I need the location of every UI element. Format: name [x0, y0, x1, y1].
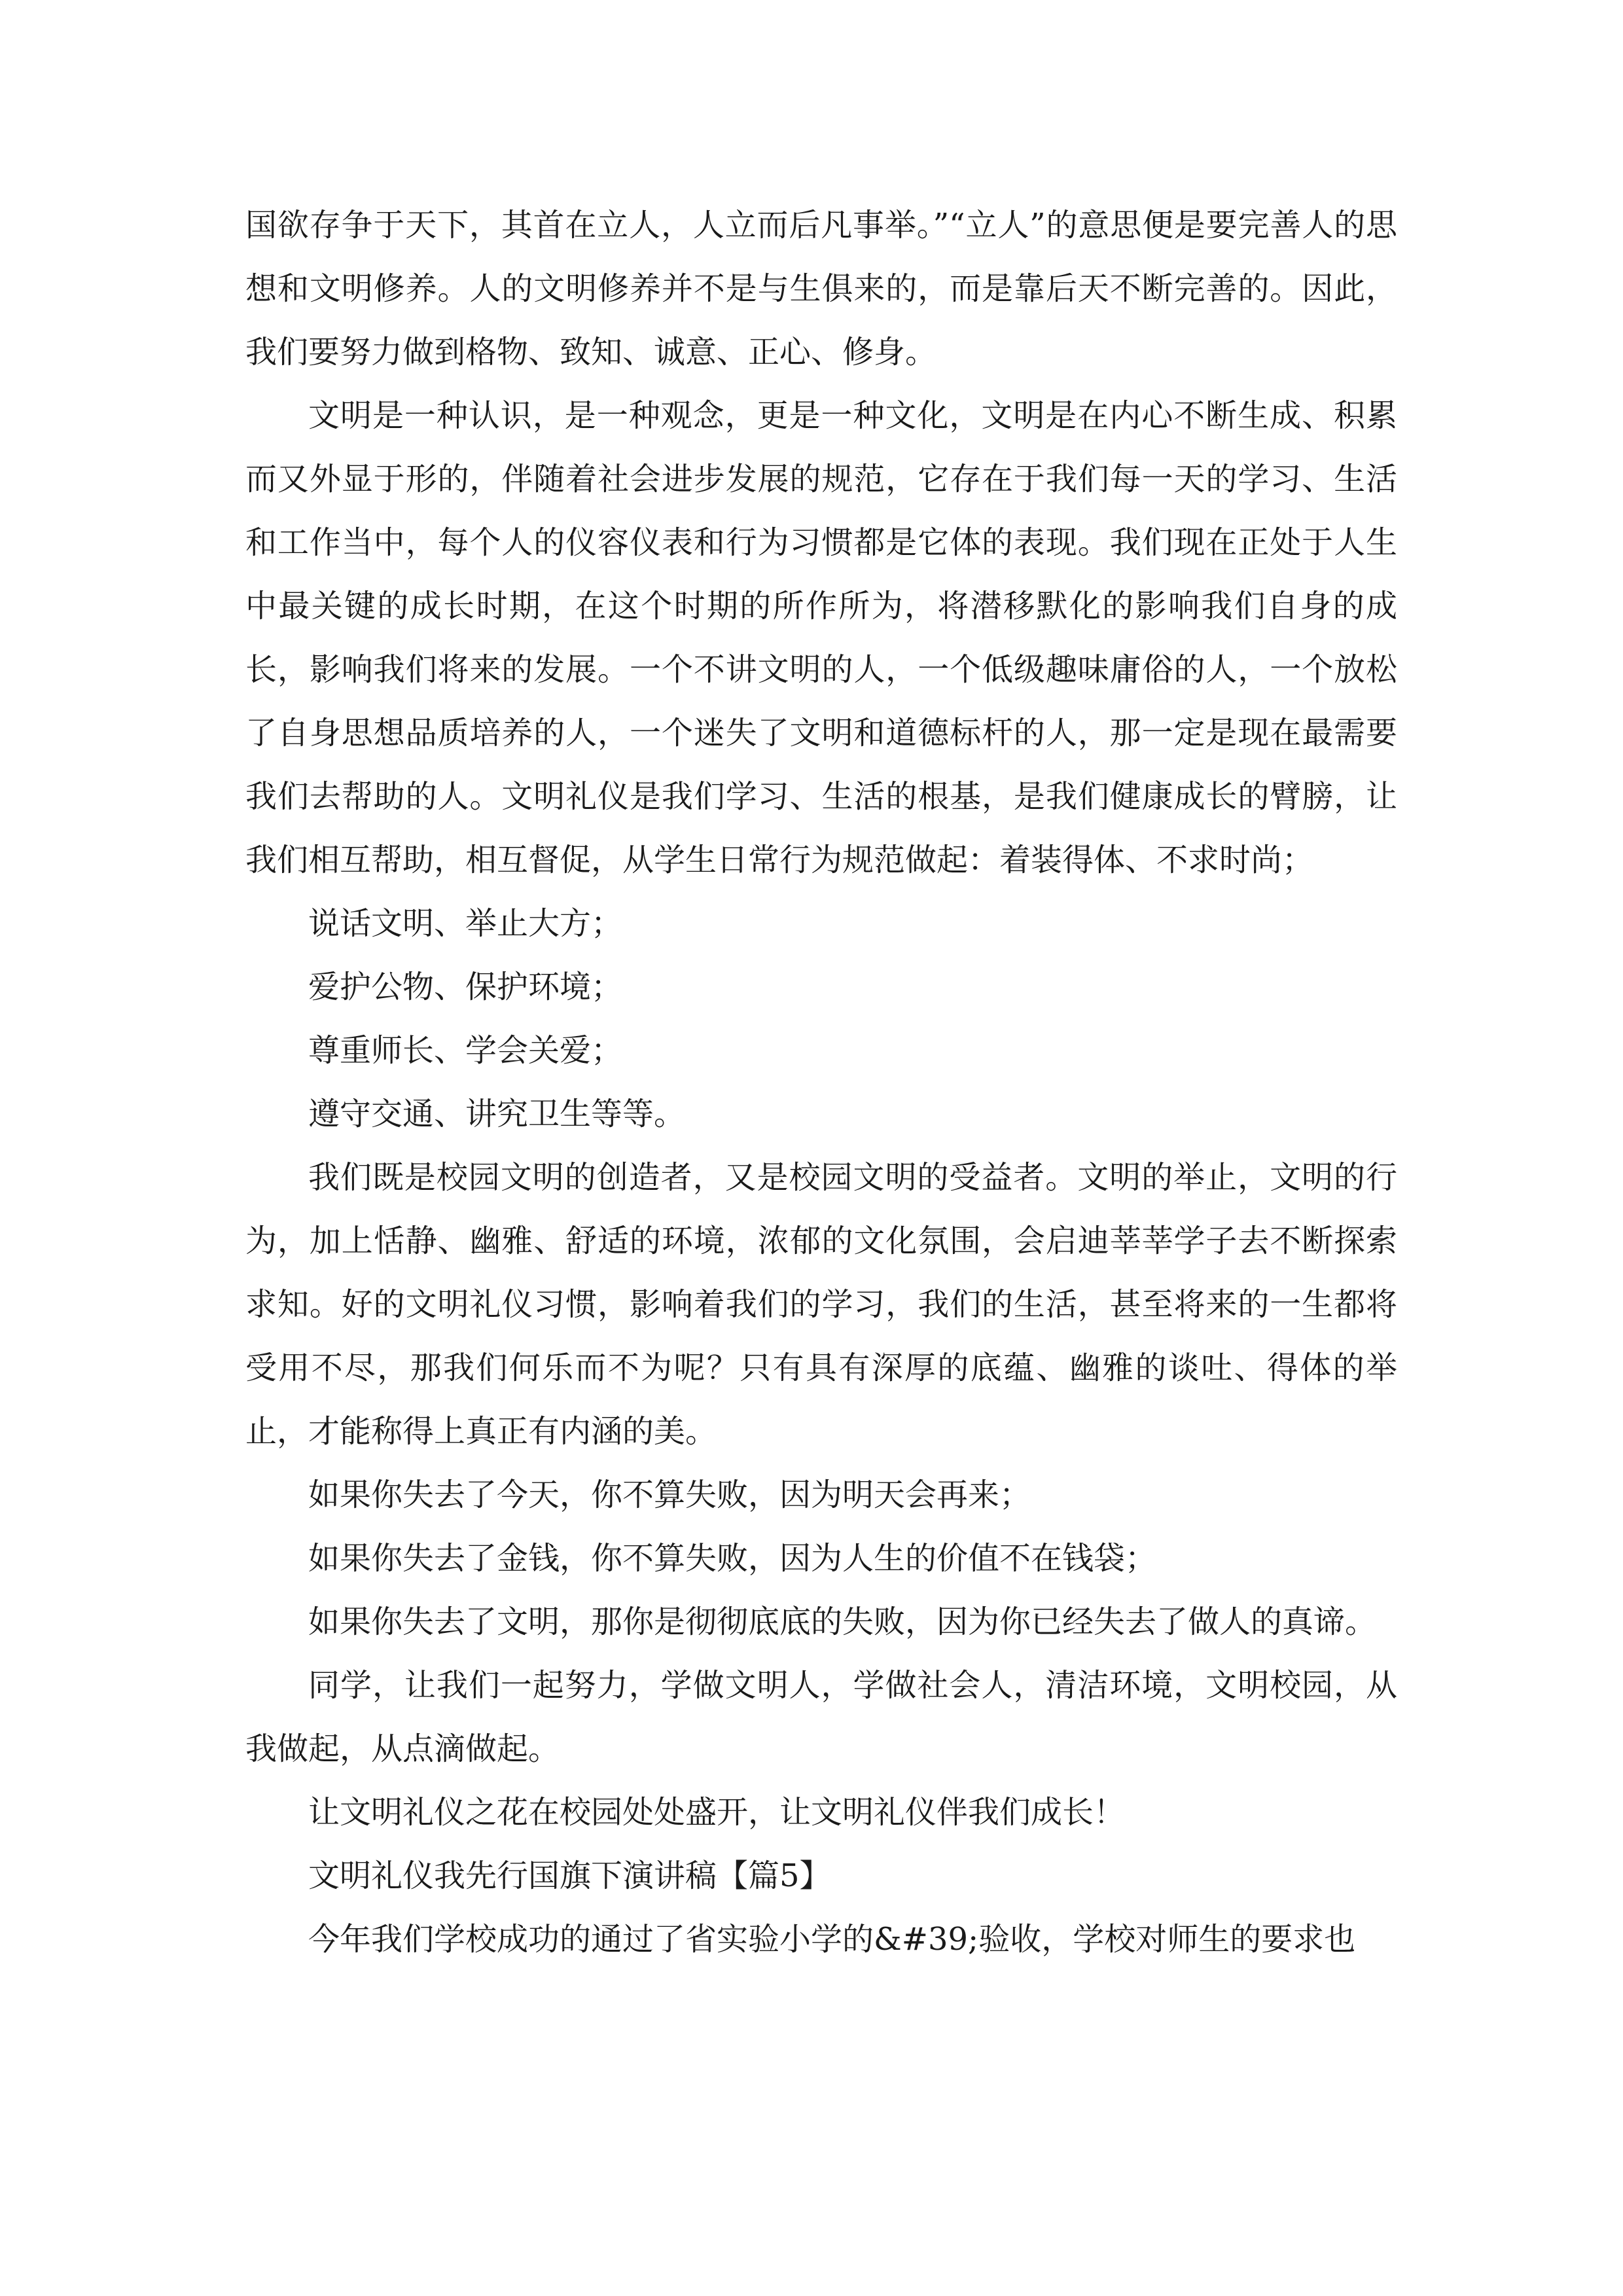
paragraph-10: 如果你失去了文明，那你是彻彻底底的失败，因为你已经失去了做人的真谛。 — [308, 1604, 1377, 1640]
paragraph-3: 说话文明、举止大方； — [308, 905, 623, 942]
paragraph-9: 如果你失去了金钱，你不算失败，因为人生的价值不在钱袋； — [308, 1540, 1157, 1577]
section-heading: 文明礼仪我先行国旗下演讲稿【篇5】 — [308, 1857, 831, 1894]
paragraph-2: 文明是一种认识，是一种观念，更是一种文化，文明是在内心不断生成、积累而又外显于形的，伴随着社会进步发展的规范，它存在于我们每一天的学习、生活和工作当中，每个人的仪容仪表和行为习惯都是它体的表现。我们现在正处于人生中最关键的成长时期，在这个时期的所作所为，将潜移默化的影响我们自身的成长，影响我们将来的发展。一个不讲文明的人，一个低级趣味庸俗的人，一个放松了自身思想品质培养的人，一个迷失了文明和道德标杆的人，那一定是现在最需要我们去帮助的人。文明礼仪是我们学习、生活的根基，是我们健康成长的臂膀，让我们相互帮助，相互督促，从学生日常行为规范做起：着装得体、不求时尚； — [245, 397, 1397, 878]
paragraph-13: 今年我们学校成功的通过了省实验小学的&#39;验收，学校对师生的要求也 — [308, 1921, 1356, 1958]
paragraph-6: 遵守交通、讲究卫生等等。 — [308, 1096, 686, 1132]
paragraph-8: 如果你失去了今天，你不算失败，因为明天会再来； — [308, 1477, 1031, 1513]
paragraph-7: 我们既是校园文明的创造者，又是校园文明的受益者。文明的举止，文明的行为，加上恬静、幽雅、舒适的环境，浓郁的文化氛围，会启迪莘莘学子去不断探索求知。好的文明礼仪习惯，影响着我们的学习，我们的生活，甚至将来的一生都将受用不尽，那我们何乐而不为呢？只有具有深厚的底蕴、幽雅的谈吐、得体的举止，才能称得上真正有内涵的美。 — [245, 1159, 1397, 1450]
paragraph-1: 国欲存争于天下，其首在立人，人立而后凡事举。”“立人”的意思便是要完善人的思想和文明修养。人的文明修养并不是与生俱来的，而是靠后天不断完善的。因此，我们要努力做到格物、致知、诚意、正心、修身。 — [245, 207, 1397, 370]
paragraph-12: 让文明礼仪之花在校园处处盛开，让文明礼仪伴我们成长！ — [308, 1794, 1126, 1831]
document-body — [245, 194, 1397, 1971]
paragraph-4: 爱护公物、保护环境； — [308, 969, 623, 1005]
paragraph-11: 同学，让我们一起努力，学做文明人，学做社会人，清洁环境，文明校园，从我做起，从点滴做起。 — [245, 1667, 1397, 1767]
paragraph-5: 尊重师长、学会关爱； — [308, 1032, 623, 1069]
